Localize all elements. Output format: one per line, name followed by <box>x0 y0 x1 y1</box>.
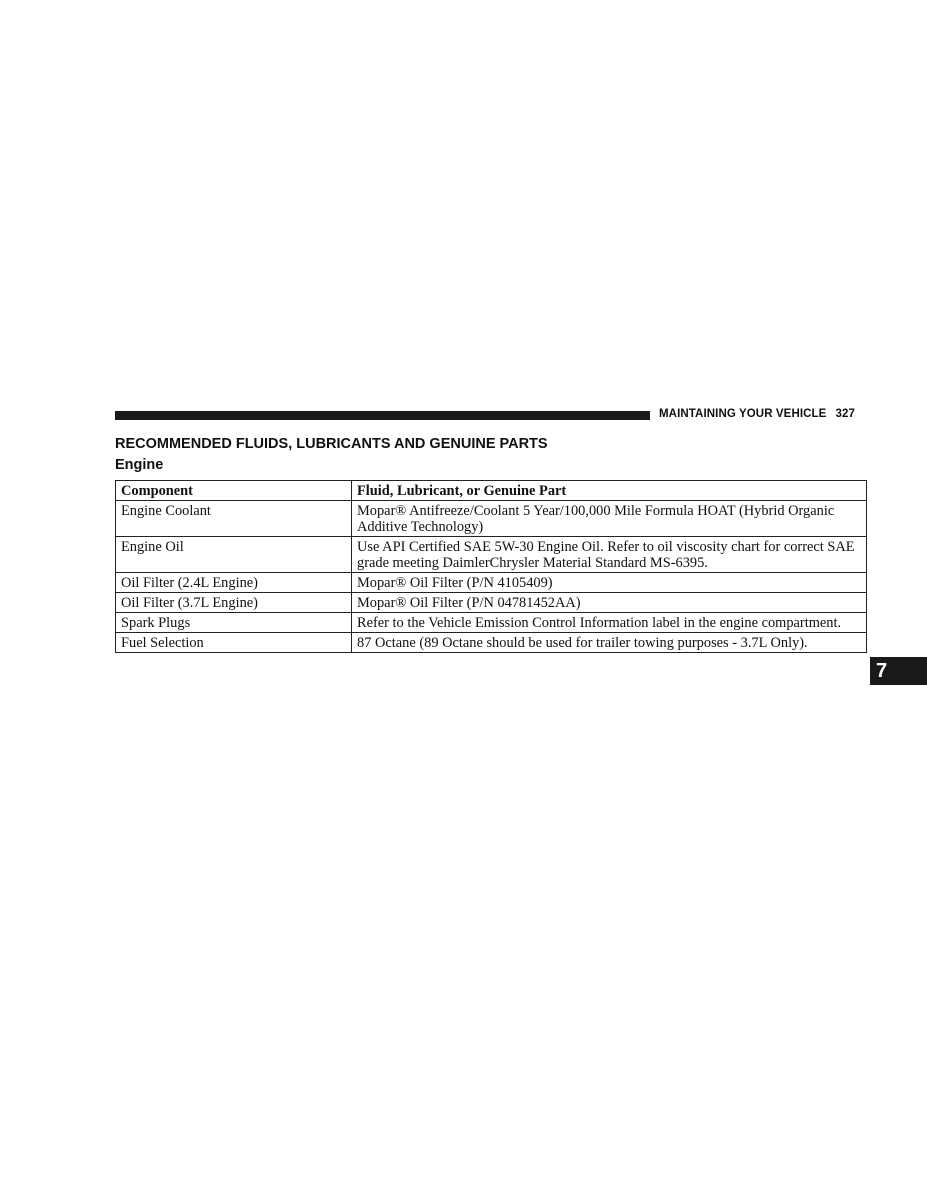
cell-component: Oil Filter (3.7L Engine) <box>116 593 352 613</box>
cell-fluid: Refer to the Vehicle Emission Control Information label in the engine compartment. <box>352 613 867 633</box>
column-header-component: Component <box>116 481 352 501</box>
running-header <box>659 408 855 420</box>
cell-fluid: Mopar® Antifreeze/Coolant 5 Year/100,000 Mile Formula HOAT (Hybrid Organic Additive Technology) <box>352 501 867 537</box>
header-section-title: MAINTAINING YOUR VEHICLE <box>659 408 827 420</box>
cell-component: Spark Plugs <box>116 613 352 633</box>
cell-fluid: Mopar® Oil Filter (P/N 04781452AA) <box>352 593 867 613</box>
fluids-table <box>115 480 867 653</box>
table-row <box>116 633 867 653</box>
cell-fluid: 87 Octane (89 Octane should be used for trailer towing purposes - 3.7L Only). <box>352 633 867 653</box>
column-header-fluid: Fluid, Lubricant, or Genuine Part <box>352 481 867 501</box>
cell-fluid: Use API Certified SAE 5W-30 Engine Oil. Refer to oil viscosity chart for correct SAE grade meeting DaimlerChrysler Material Standard MS-6395. <box>352 537 867 573</box>
sub-title: Engine <box>115 457 164 473</box>
section-title: RECOMMENDED FLUIDS, LUBRICANTS AND GENUINE PARTS <box>115 436 548 452</box>
table-row <box>116 613 867 633</box>
table-row <box>116 593 867 613</box>
cell-component: Engine Coolant <box>116 501 352 537</box>
cell-component: Engine Oil <box>116 537 352 573</box>
table-row <box>116 501 867 537</box>
chapter-tab: 7 <box>870 657 927 685</box>
header-rule <box>115 411 650 420</box>
table-row <box>116 537 867 573</box>
table-header-row <box>116 481 867 501</box>
cell-component: Fuel Selection <box>116 633 352 653</box>
table-row <box>116 573 867 593</box>
page-number: 327 <box>835 408 855 420</box>
cell-fluid: Mopar® Oil Filter (P/N 4105409) <box>352 573 867 593</box>
cell-component: Oil Filter (2.4L Engine) <box>116 573 352 593</box>
